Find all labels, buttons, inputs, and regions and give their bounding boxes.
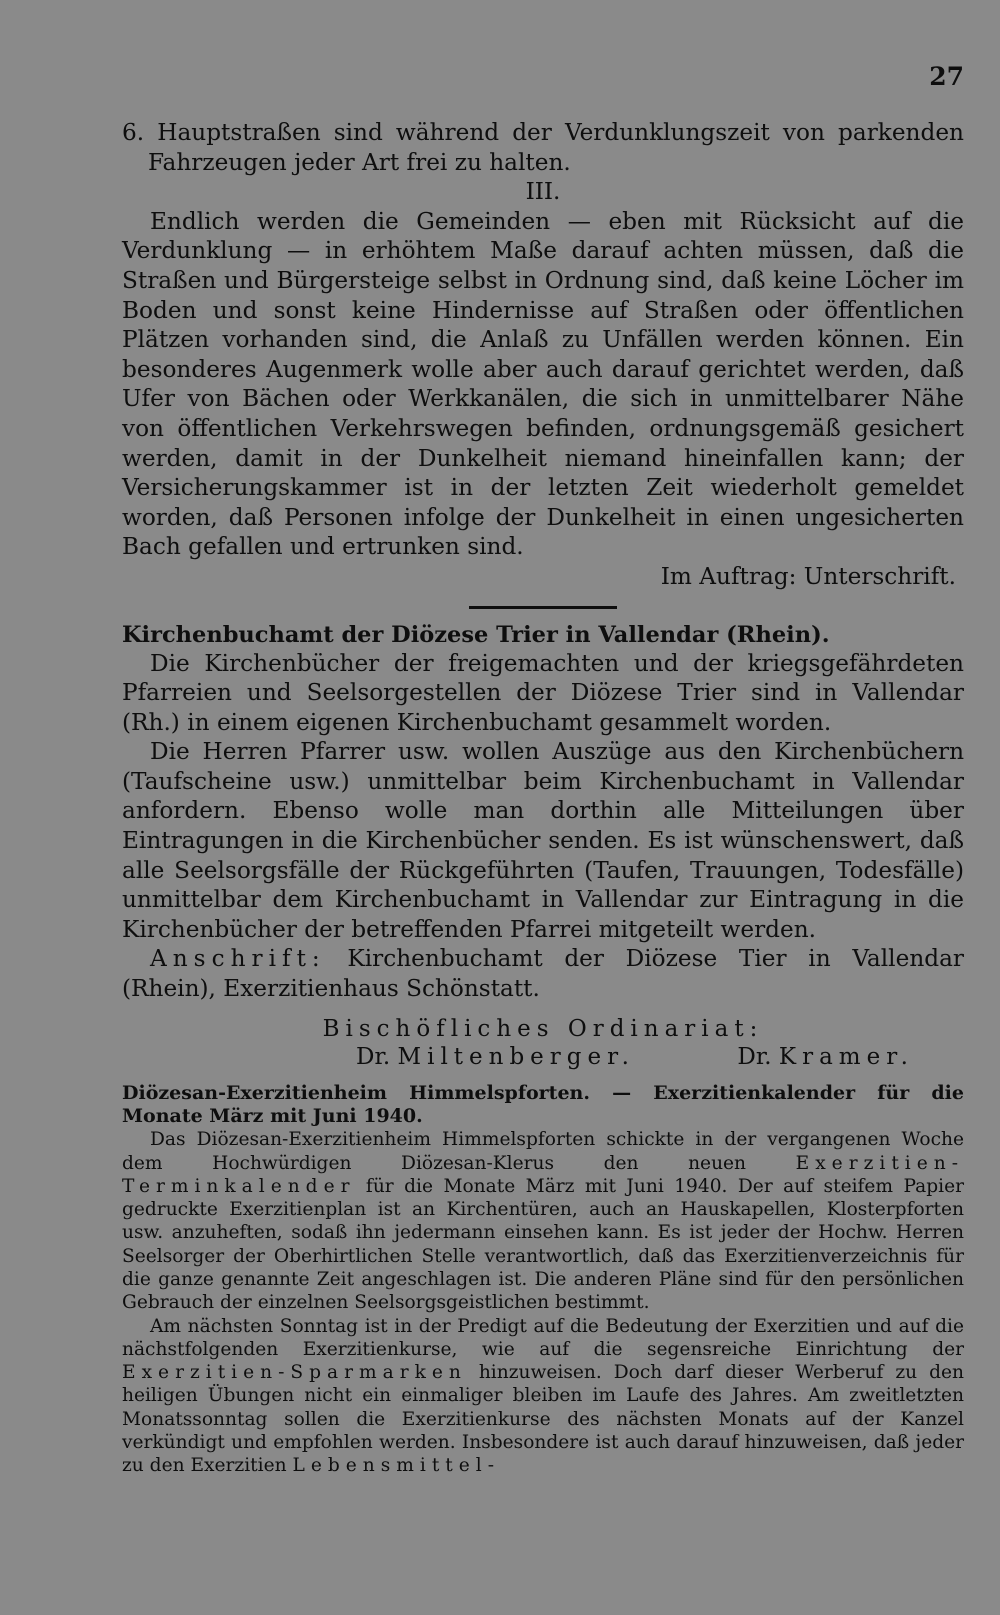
signature-kramer: Dr. Kramer.: [737, 1043, 914, 1070]
item-6: 6. Hauptstraßen sind während der Verdunklungszeit von parkenden Fahrzeugen jeder Art frei zu halten.: [122, 119, 964, 176]
kirchenbuchamt-paragraph-2: Die Herren Pfarrer usw. wollen Auszüge aus den Kirchenbüchern (Taufscheine usw.) unmittelbar beim Kirchenbuchamt in Vallendar anfordern. Ebenso wolle man dorthin alle Mitteilungen über Eintragungen in die Kirchenbücher senden. Es ist wünschenswert, daß alle Seelsorgsfälle der Rückgeführten (Taufen, Trauungen, Todesfälle) unmittelbar dem Kirchenbuchamt in Vallendar zur Eintragung in die Kirchenbücher der betreffenden Pfarrei mitgeteilt werden.: [122, 738, 964, 943]
kirchenbuchamt-address: [122, 944, 964, 1003]
address-text: Kirchenbuchamt der Diözese Tier in Vallendar (Rhein), Exerzitienhaus Schönstatt.: [122, 945, 964, 1003]
ordinariat-heading: Bischöfliches Ordinariat:: [322, 1015, 764, 1042]
section-iii-paragraph: Endlich werden die Gemeinden — eben mit Rücksicht auf die Verdunklung — in erhöhtem Maße darauf achten müssen, daß die Straßen und Bürgersteige selbst in Ordnung sind, daß keine Löcher im Boden und sonst keine Hindernisse auf Straßen oder öffentlichen Plätzen vorhanden sind, die Anlaß zu Unfällen werden können. Ein besonderes Augenmerk wolle aber auch darauf gerichtet werden, daß Ufer von Bächen oder Werkkanälen, die sich in unmittelbarer Nähe von öffentlichen Verkehrswegen befinden, ordnungsgemäß gesichert werden, damit in der Dunkelheit niemand hineinfallen kann; der Versicherungskammer ist in der letzten Zeit wiederholt gemeldet worden, daß Personen infolge der Dunkelheit in einen ungesicherten Bach gefallen und ertrunken sind.: [122, 207, 964, 561]
kirchenbuchamt-title: Kirchenbuchamt der Diözese Trier in Vallendar (Rhein).: [122, 621, 830, 648]
signature-im-auftrag: Im Auftrag: Unterschrift.: [660, 562, 956, 590]
text-column: [122, 118, 964, 1478]
address-label: Anschrift:: [150, 945, 326, 973]
exerzitien-title: Diözesan-Exerzitienheim Himmelspforten. — Exerzitienkalender für die Monate März mit Juni 1940.: [122, 1081, 964, 1127]
kirchenbuchamt-paragraph-1: Die Kirchenbücher der freigemachten und der kriegsgefährdeten Pfarreien und Seelsorgestellen der Diözese Trier sind in Vallendar (Rh.) in einem eigenen Kirchenbuchamt gesammelt worden.: [122, 649, 964, 736]
exerzitien-paragraph-2: Am nächsten Sonntag ist in der Predigt auf die Bedeutung der Exerzitien und auf die nächstfolgenden Exerzitienkurse, wie auf die segensreiche Einrichtung der Exerzitien-Sparmarken hinzuweisen. Doch darf dieser Werberuf zu den heiligen Übungen nicht ein einmaliger bleiben im Laufe des Jahres. Am zweitletzten Monatssonntag sollen die Exerzitienkurse des nächsten Monats auf der Kanzel verkündigt und empfohlen werden. Insbesondere ist auch darauf hinzuweisen, daß jeder zu den Exerzitien Lebensmittel-: [122, 1315, 964, 1477]
exerzitien-paragraph-1: Das Diözesan-Exerzitienheim Himmelspforten schickte in der vergangenen Woche dem Hochwürdigen Diözesan-Klerus den neuen Exerzitien-Terminkalender für die Monate März mit Juni 1940. Der auf steifem Papier gedruckte Exerzitienplan ist an Kirchentüren, auch an Hauskapellen, Klosterpforten usw. anzuheften, sodaß ihn jedermann einsehen kann. Es ist jeder der Hochw. Herren Seelsorger der Oberhirtlichen Stelle verantwortlich, daß das Exerzitienverzeichnis für die ganze genannte Zeit angeschlagen ist. Die anderen Pläne sind für den persönlichen Gebrauch der einzelnen Seelsorgsgeistlichen bestimmt.: [122, 1129, 964, 1314]
page-number: 27: [929, 62, 964, 91]
signature-miltenberger: Dr. Miltenberger.: [356, 1043, 635, 1070]
section-heading-iii: III.: [525, 178, 561, 206]
divider: [469, 606, 617, 609]
ordinariat-signatures: [122, 1042, 964, 1072]
